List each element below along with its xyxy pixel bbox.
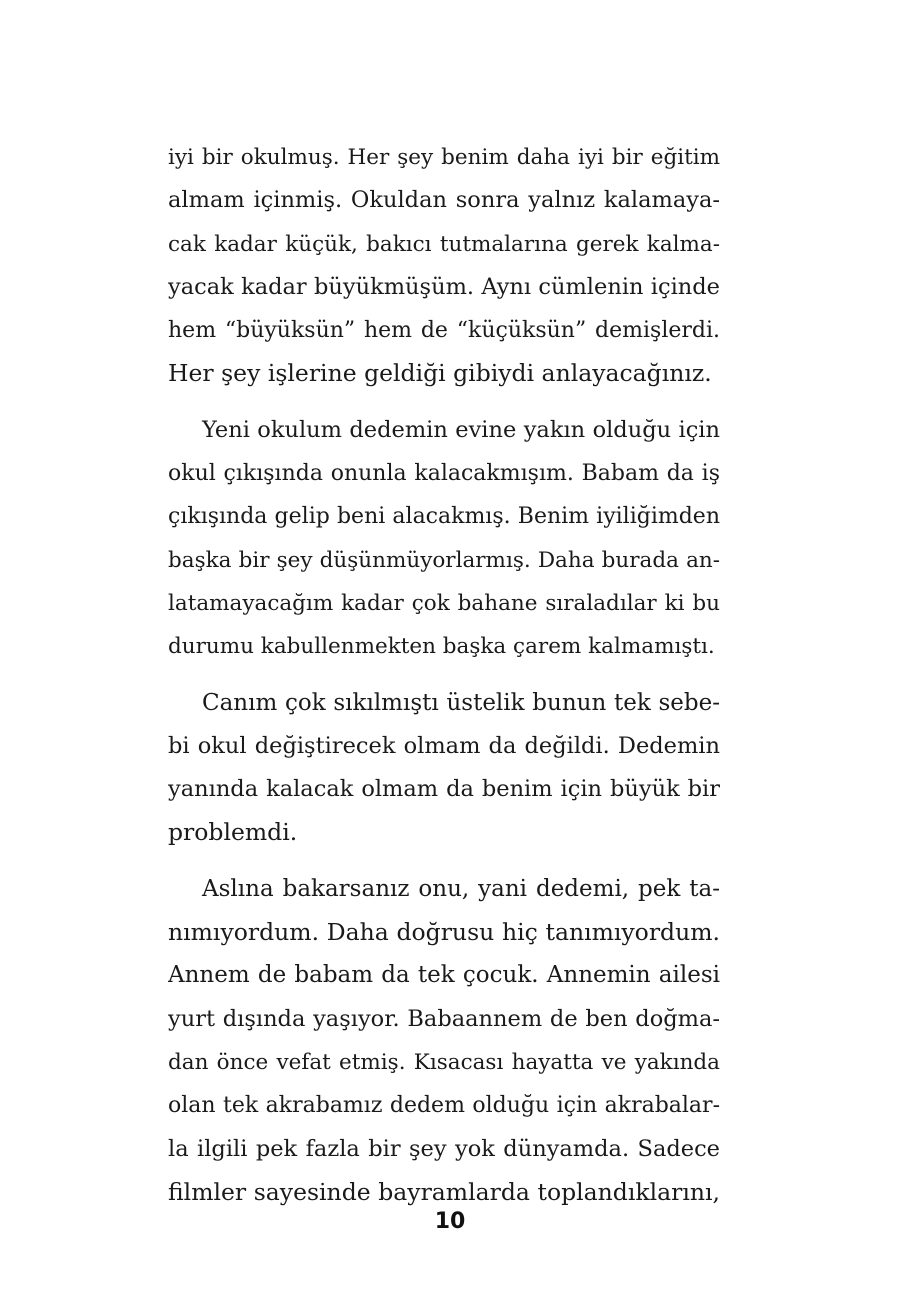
text-line: başka bir şey düşünmüyorlarmış. Daha burada an- [168, 547, 720, 573]
text-line: filmler sayesinde bayramlarda toplandıklarını, [168, 1177, 720, 1206]
paragraph-2 [168, 409, 720, 669]
text-line: Aslına bakarsanız onu, yani dedemi, pek ta- [202, 875, 720, 902]
text-line: almam içinmiş. Okuldan sonra yalnız kalamaya- [168, 187, 720, 214]
text-line: Her şey işlerine geldiği gibiydi anlayacağınız. [168, 359, 712, 388]
text-line: Yeni okulum dedemin evine yakın olduğu için [202, 416, 720, 443]
text-line: problemdi. [168, 818, 298, 847]
text-line: nımıyordum. Daha doğrusu hiç tanımıyordum. [168, 918, 720, 947]
text-line: hem “büyüksün” hem de “küçüksün” demişlerdi. [168, 318, 720, 344]
paragraph-3 [168, 682, 720, 855]
text-line: latamayacağım kadar çok bahane sıraladılar ki bu [168, 590, 720, 616]
text-line: yurt dışında yaşıyor. Babaannem de ben doğma- [168, 1005, 720, 1032]
text-line: yanında kalacak olmam da benim için büyük bir [168, 776, 720, 803]
text-line: Annem de babam da tek çocuk. Annemin ailesi [168, 962, 720, 989]
text-line: cak kadar küçük, bakıcı tutmalarına gerek kalma- [168, 231, 720, 257]
paragraph-4 [168, 868, 720, 1214]
text-line: okul çıkışında onunla kalacakmışım. Babam da iş [168, 461, 720, 487]
text-line: dan önce vefat etmiş. Kısacası hayatta ve yakında [168, 1049, 720, 1075]
page-number: 10 [434, 1209, 466, 1234]
text-line: Canım çok sıkılmıştı üstelik bunun tek sebe- [202, 689, 720, 716]
text-line: la ilgili pek fazla bir şey yok dünyamda. Sadece [168, 1135, 720, 1162]
text-line: durumu kabullenmekten başka çarem kalmamıştı. [168, 634, 715, 660]
text-line: olan tek akrabamız dedem olduğu için akrabalar- [168, 1093, 720, 1119]
text-line: iyi bir okulmuş. Her şey benim daha iyi bir eğitim [168, 145, 720, 170]
paragraph-1 [168, 136, 720, 396]
text-line: yacak kadar büyükmüşüm. Aynı cümlenin içinde [168, 273, 720, 300]
text-line: bi okul değiştirecek olmam da değildi. Dedemin [168, 732, 720, 759]
body-text [168, 136, 720, 1227]
text-line: çıkışında gelip beni alacakmış. Benim iyiliğimden [168, 504, 720, 530]
